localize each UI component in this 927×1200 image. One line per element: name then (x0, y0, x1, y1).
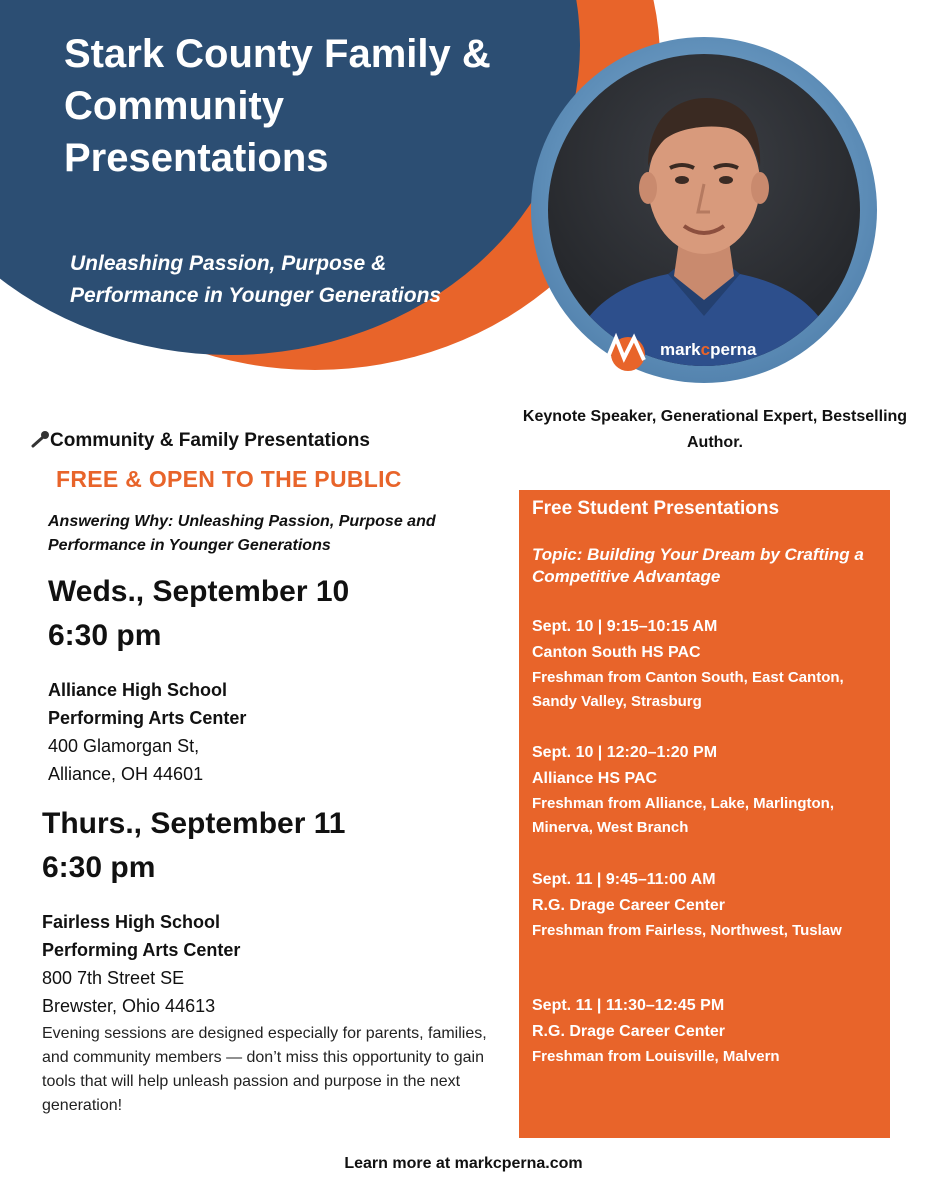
event-date: Weds., September 10 (48, 575, 350, 608)
logo-mark-icon (600, 332, 656, 372)
event-time: 6:30 pm (42, 851, 156, 884)
session-audience: Freshman from Fairless, Northwest, Tuslaw (532, 922, 842, 939)
footer-website: Learn more at markcperna.com (344, 1155, 583, 1172)
logo-wordmark: markcperna (660, 340, 757, 359)
speaker-portrait (548, 54, 860, 366)
student-panel-topic: Topic: Building Your Dream by Crafting a Competitive Advantage (532, 545, 864, 586)
event-alliance (48, 570, 349, 788)
markcperna-logo (600, 332, 780, 372)
event-address-line1: 800 7th Street SE (42, 968, 185, 988)
page-tagline: Unleashing Passion, Purpose & Performance in Younger Generations (70, 252, 442, 307)
evening-sessions-note: Evening sessions are designed especially for parents, families, and community members — don’t miss this opportunity to gain tools that will help unleash passion and purpose in the next generation! (42, 1025, 487, 1114)
event-address-line1: 400 Glamorgan St, (48, 736, 200, 756)
session-place: Alliance HS PAC (532, 770, 658, 787)
session-place: Canton South HS PAC (532, 644, 701, 661)
event-address-line2: Brewster, Ohio 44613 (42, 996, 216, 1016)
session-audience: Freshman from Canton South, East Canton, Sandy Valley, Strasburg (532, 669, 844, 710)
session-audience: Freshman from Louisville, Malvern (532, 1048, 780, 1065)
page-title: Stark County Family & Community Presentations (64, 32, 491, 180)
event-fairless (42, 802, 345, 1020)
microphone-icon (30, 430, 50, 448)
event-address-line2: Alliance, OH 44601 (48, 764, 204, 784)
session-place: R.G. Drage Career Center (532, 897, 725, 914)
free-open-public-label: FREE & OPEN TO THE PUBLIC (56, 466, 402, 492)
session-time: Sept. 10 | 9:15–10:15 AM (532, 618, 718, 635)
session-time: Sept. 10 | 12:20–1:20 PM (532, 744, 718, 761)
event-venue: Fairless High School Performing Arts Center (42, 912, 241, 960)
session-time: Sept. 11 | 9:45–11:00 AM (532, 871, 716, 888)
event-date: Thurs., September 11 (42, 807, 346, 840)
event-time: 6:30 pm (48, 619, 162, 652)
student-panel-title: Free Student Presentations (532, 498, 780, 519)
session-time: Sept. 11 | 11:30–12:45 PM (532, 997, 725, 1014)
student-session (532, 993, 882, 1069)
student-session (532, 614, 882, 714)
student-session (532, 867, 882, 943)
student-session (532, 740, 882, 840)
speaker-credentials: Keynote Speaker, Generational Expert, Bestselling Author. (522, 408, 908, 451)
session-place: R.G. Drage Career Center (532, 1023, 725, 1040)
student-presentations-panel (519, 490, 890, 1138)
community-heading: Community & Family Presentations (30, 430, 370, 452)
event-venue: Alliance High School Performing Arts Center (48, 680, 247, 728)
community-topic: Answering Why: Unleashing Passion, Purpose and Performance in Younger Generations (48, 513, 436, 554)
session-audience: Freshman from Alliance, Lake, Marlington, Minerva, West Branch (532, 795, 835, 836)
